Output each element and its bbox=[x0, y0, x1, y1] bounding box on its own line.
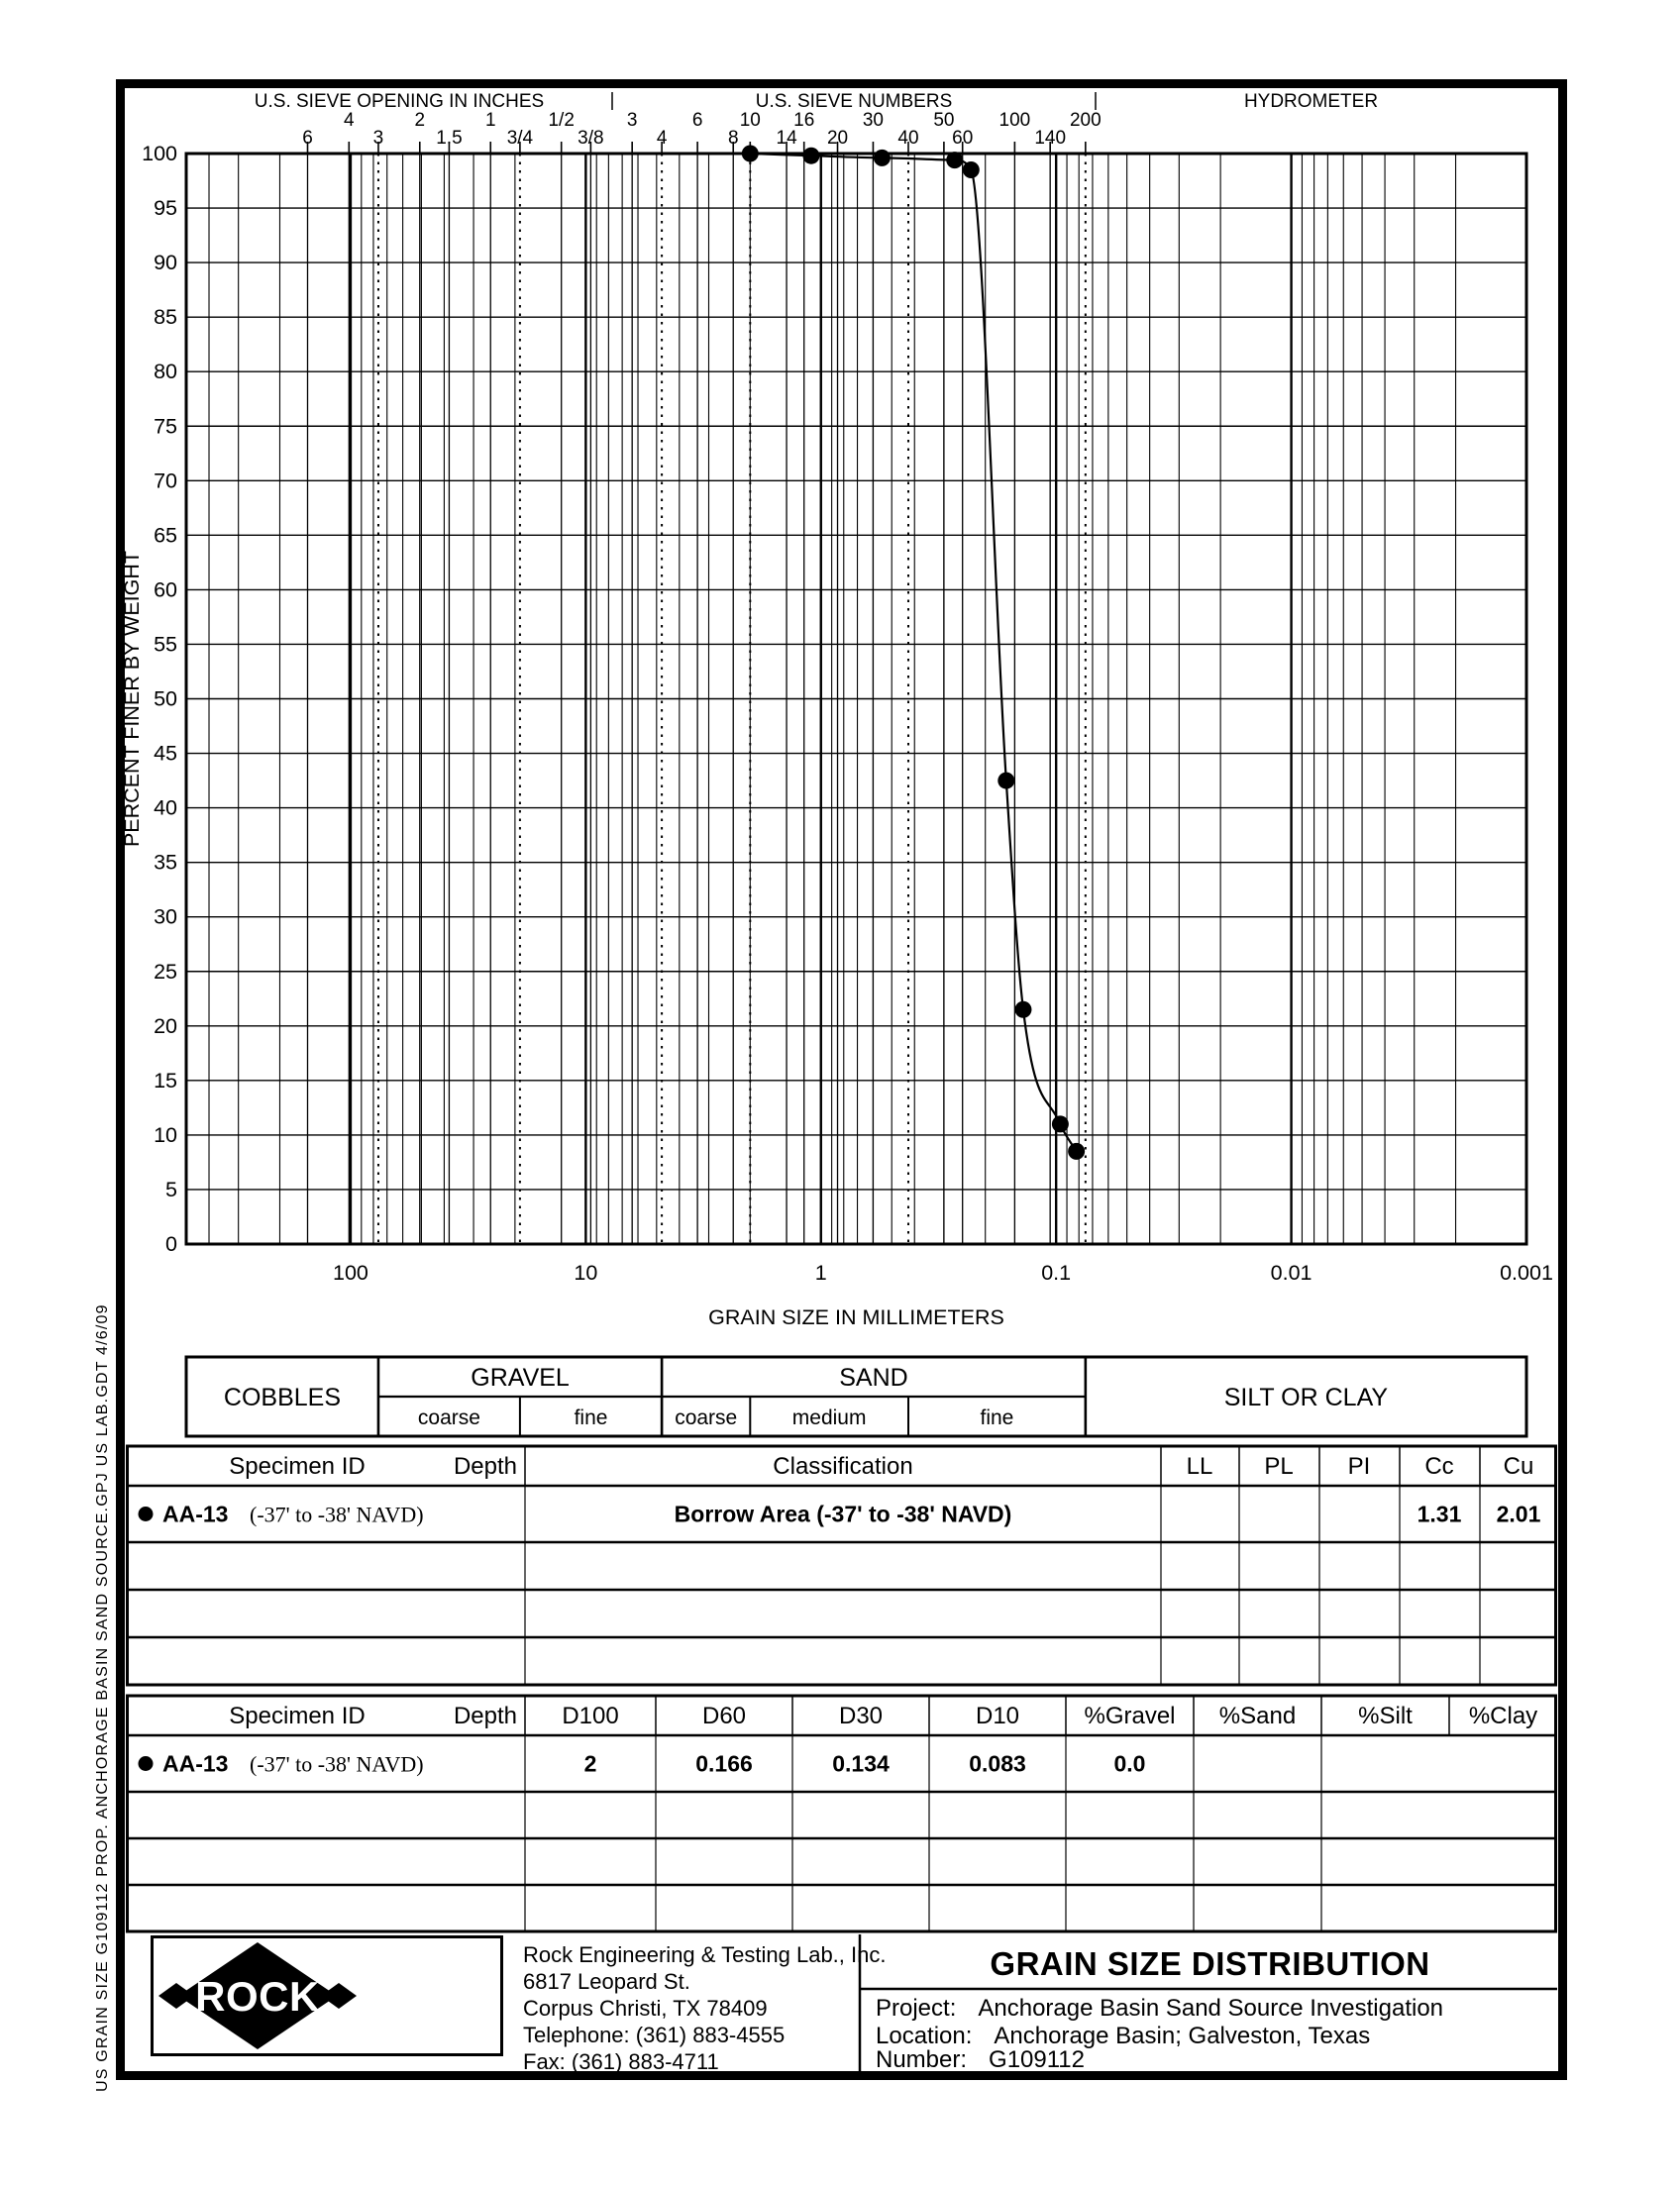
sieve-tick-label: 10 bbox=[739, 110, 761, 131]
data-point bbox=[1068, 1143, 1085, 1160]
band-group-label: GRAVEL bbox=[471, 1364, 570, 1392]
project-label: Project: bbox=[876, 1995, 957, 2022]
col-header-clay: %Clay bbox=[1468, 1703, 1538, 1729]
col-header-silt: %Silt bbox=[1358, 1703, 1413, 1729]
col-header-specimen: Specimen ID bbox=[229, 1453, 366, 1480]
cell-specimen-id: AA-13 bbox=[162, 1750, 229, 1777]
axis-section-numbers: U.S. SIEVE NUMBERS bbox=[755, 91, 953, 112]
sieve-tick-label: 50 bbox=[933, 110, 955, 131]
y-axis bbox=[120, 142, 177, 1256]
y-tick-label: 55 bbox=[154, 632, 177, 657]
y-tick-label: 100 bbox=[142, 142, 177, 165]
number-row bbox=[876, 2046, 1085, 2074]
col-header-d60: D60 bbox=[701, 1703, 747, 1729]
row-marker-dot bbox=[139, 1756, 154, 1771]
logo-text: ROCK bbox=[195, 1973, 320, 2020]
band-sub-label: coarse bbox=[417, 1406, 480, 1429]
sieve-tick-label: 3/8 bbox=[578, 128, 604, 149]
x-tick-label: 100 bbox=[333, 1261, 368, 1285]
sieve-tick-label: 2 bbox=[414, 110, 426, 131]
plot-grid bbox=[186, 154, 1526, 1244]
sieve-tick-label: 100 bbox=[998, 110, 1031, 131]
x-axis bbox=[333, 1261, 1553, 1329]
x-axis-title: GRAIN SIZE IN MILLIMETERS bbox=[708, 1305, 1004, 1329]
location-label: Location: bbox=[876, 2023, 973, 2049]
x-tick-label: 0.01 bbox=[1270, 1261, 1312, 1285]
sieve-tick-label: 16 bbox=[793, 110, 815, 131]
sieve-tick-label: 200 bbox=[1069, 110, 1102, 131]
band-sub-label: fine bbox=[574, 1406, 608, 1429]
col-header-gravel: %Gravel bbox=[1084, 1703, 1176, 1729]
col-header-depth: Depth bbox=[453, 1453, 517, 1480]
col-header-specimen: Specimen ID bbox=[229, 1703, 366, 1729]
sieve-tick-label: 6 bbox=[691, 110, 703, 131]
company-line: 6817 Leopard St. bbox=[523, 1969, 690, 1994]
y-tick-label: 25 bbox=[154, 959, 177, 984]
data-point bbox=[963, 161, 980, 178]
y-tick-label: 70 bbox=[154, 469, 177, 493]
sieve-tick-label: 30 bbox=[862, 110, 885, 131]
sieve-tick-label: 3 bbox=[372, 128, 384, 149]
band-group-label: COBBLES bbox=[223, 1384, 342, 1411]
col-header-sand: %Sand bbox=[1218, 1703, 1297, 1729]
sieve-tick-label: 40 bbox=[897, 128, 919, 149]
data-point bbox=[998, 773, 1014, 789]
row-marker-dot bbox=[139, 1507, 154, 1521]
band-sub-label: coarse bbox=[675, 1406, 738, 1429]
col-header-cc: Cc bbox=[1424, 1453, 1454, 1480]
cell-specimen-id: AA-13 bbox=[162, 1501, 229, 1527]
col-header-pi: PI bbox=[1347, 1453, 1371, 1480]
sieve-tick-label: 4 bbox=[656, 128, 668, 149]
data-point bbox=[1014, 1001, 1031, 1018]
company-line: Fax: (361) 883-4711 bbox=[523, 2049, 719, 2074]
project-value: Anchorage Basin Sand Source Investigation bbox=[978, 1995, 1444, 2022]
logo-left-diamond bbox=[158, 1983, 194, 2009]
y-tick-label: 90 bbox=[154, 251, 177, 275]
top-sieve-axis bbox=[255, 91, 1378, 154]
x-tick-label: 1 bbox=[814, 1261, 827, 1285]
sieve-tick-label: 1/2 bbox=[548, 110, 575, 131]
gradation-table bbox=[126, 1696, 1557, 1931]
location-value: Anchorage Basin; Galveston, Texas bbox=[994, 2023, 1371, 2049]
x-tick-label: 0.001 bbox=[1500, 1261, 1553, 1285]
y-tick-label: 85 bbox=[154, 305, 177, 330]
company-logo-box bbox=[151, 1935, 503, 2056]
col-header-d10: D10 bbox=[975, 1703, 1020, 1729]
gradation-curve bbox=[750, 154, 1076, 1151]
y-tick-label: 15 bbox=[154, 1068, 177, 1093]
y-tick-label: 60 bbox=[154, 577, 177, 602]
cell-d30: 0.134 bbox=[832, 1750, 890, 1777]
y-tick-label: 50 bbox=[154, 686, 177, 711]
sieve-tick-label: 60 bbox=[952, 128, 974, 149]
col-header-cu: Cu bbox=[1503, 1453, 1534, 1480]
sieve-tick-label: 4 bbox=[344, 110, 355, 131]
col-header-ll: LL bbox=[1186, 1453, 1213, 1480]
sieve-tick-label: 3 bbox=[626, 110, 638, 131]
number-label: Number: bbox=[876, 2046, 968, 2073]
cell-depth: (-37' to -38' NAVD) bbox=[250, 1751, 424, 1777]
company-address-block bbox=[523, 1941, 886, 2075]
y-tick-label: 95 bbox=[154, 196, 177, 221]
series-AA-13 bbox=[742, 146, 1085, 1160]
cell-cc: 1.31 bbox=[1417, 1501, 1462, 1527]
sieve-tick-label: 1 bbox=[484, 110, 496, 131]
cell-d100: 2 bbox=[583, 1750, 597, 1777]
data-point bbox=[742, 146, 759, 162]
band-sub-label: fine bbox=[980, 1406, 1014, 1429]
y-tick-label: 75 bbox=[154, 414, 177, 439]
report-title: GRAIN SIZE DISTRIBUTION bbox=[990, 1945, 1430, 1982]
spec-table bbox=[126, 1446, 1557, 1685]
band-group-label: SAND bbox=[839, 1364, 908, 1392]
sieve-tick-label: 20 bbox=[826, 128, 849, 149]
cell-gravel: 0.0 bbox=[1113, 1750, 1146, 1777]
band-group-label: SILT OR CLAY bbox=[1223, 1384, 1389, 1411]
y-tick-label: 10 bbox=[154, 1122, 177, 1147]
col-header-d100: D100 bbox=[562, 1703, 619, 1729]
cell-cu: 2.01 bbox=[1496, 1501, 1541, 1527]
axis-section-hydrometer: HYDROMETER bbox=[1243, 91, 1379, 112]
company-line: Rock Engineering & Testing Lab., Inc. bbox=[523, 1942, 887, 1967]
data-point bbox=[802, 148, 819, 164]
classification-band bbox=[186, 1357, 1526, 1436]
col-header-pl: PL bbox=[1264, 1453, 1294, 1480]
y-tick-label: 30 bbox=[154, 904, 177, 929]
col-header-classification: Classification bbox=[773, 1453, 913, 1480]
x-tick-label: 0.1 bbox=[1041, 1261, 1072, 1285]
y-tick-label: 65 bbox=[154, 523, 177, 548]
band-sub-label: medium bbox=[791, 1406, 867, 1429]
company-line: Corpus Christi, TX 78409 bbox=[523, 1996, 768, 2021]
y-tick-label: 20 bbox=[154, 1013, 177, 1038]
cell-classification: Borrow Area (-37' to -38' NAVD) bbox=[674, 1501, 1012, 1527]
col-header-depth: Depth bbox=[453, 1703, 517, 1729]
project-row bbox=[876, 1995, 1443, 2023]
cell-d60: 0.166 bbox=[695, 1750, 753, 1777]
sieve-tick-label: 1.5 bbox=[436, 128, 463, 149]
y-tick-label: 80 bbox=[154, 360, 177, 384]
logo-right-diamond bbox=[321, 1983, 357, 2009]
y-tick-label: 40 bbox=[154, 795, 177, 820]
sieve-tick-label: 140 bbox=[1034, 128, 1067, 149]
sidebar-filename-text: US GRAIN SIZE G109112 PROP. ANCHORAGE BASIN SAND SOURCE.GPJ US LAB.GDT 4/6/09 bbox=[94, 1303, 111, 2092]
data-point bbox=[946, 152, 963, 168]
y-tick-label: 5 bbox=[165, 1177, 177, 1201]
sieve-tick-label: 3/4 bbox=[506, 128, 534, 149]
number-value: G109112 bbox=[989, 2046, 1086, 2073]
company-line: Telephone: (361) 883-4555 bbox=[523, 2023, 786, 2047]
y-tick-label: 35 bbox=[154, 850, 177, 875]
axis-section-inches: U.S. SIEVE OPENING IN INCHES bbox=[254, 91, 545, 112]
y-tick-label: 45 bbox=[154, 741, 177, 766]
cell-d10: 0.083 bbox=[969, 1750, 1026, 1777]
x-tick-label: 10 bbox=[574, 1261, 598, 1285]
data-point bbox=[874, 150, 891, 166]
sieve-tick-label: 6 bbox=[302, 128, 313, 149]
y-axis-title: PERCENT FINER BY WEIGHT bbox=[120, 550, 144, 848]
sieve-tick-label: 14 bbox=[776, 128, 797, 149]
sieve-tick-label: 8 bbox=[727, 128, 739, 149]
data-point bbox=[1052, 1115, 1069, 1132]
cell-depth: (-37' to -38' NAVD) bbox=[250, 1502, 424, 1527]
rock-logo-icon bbox=[154, 1938, 500, 2053]
col-header-d30: D30 bbox=[838, 1703, 884, 1729]
y-tick-label: 0 bbox=[165, 1232, 177, 1256]
